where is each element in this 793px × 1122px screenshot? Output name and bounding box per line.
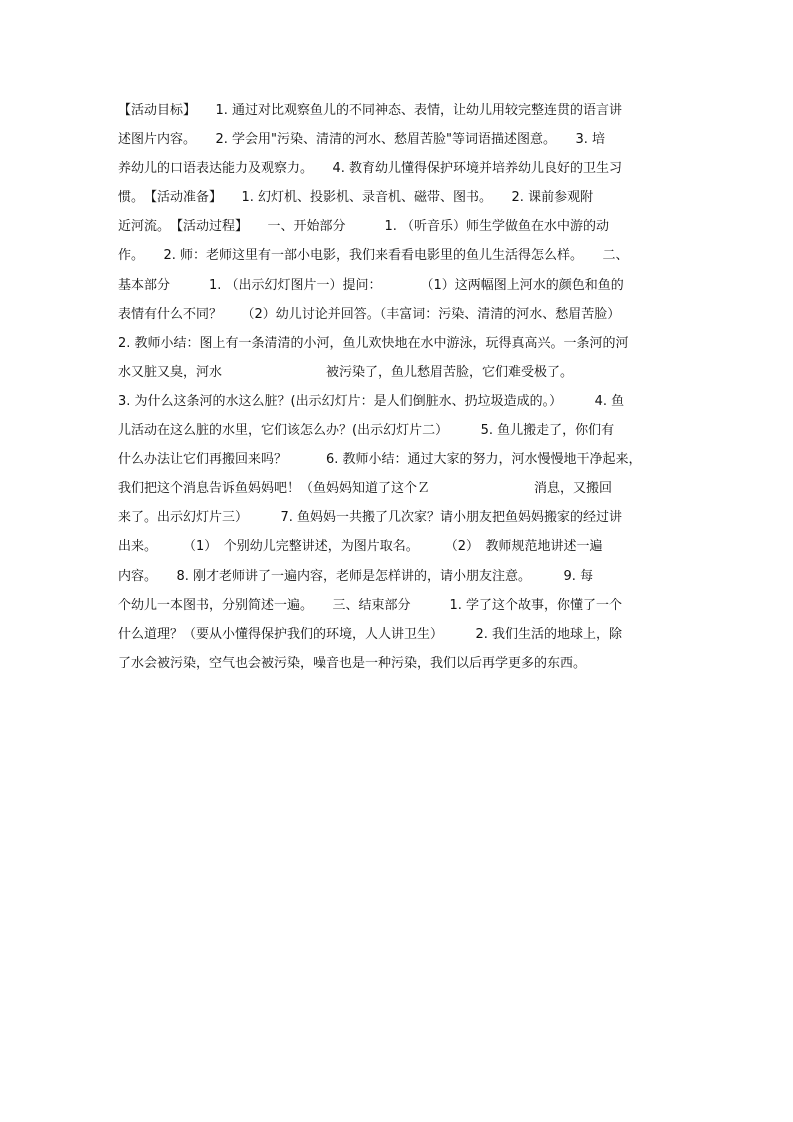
text-line-7: 基本部分 1. （出示幻灯图片一）提问： （1）这两幅图上河水的颜色和鱼的 [118, 277, 624, 293]
text-line-1: 【活动目标】 1. 通过对比观察鱼儿的不同神态、表情，让幼儿用较完整连贯的语言讲 [118, 103, 623, 118]
text-line-4: 惯。 【活动准备】 1. 幻灯机、投影机、录音机、磁带、图书。 2. 课前参观附 [118, 190, 594, 206]
text-line-10: 水又脏又臭，河水 被污染了，鱼儿愁眉苦脸，它们难受极了。 [118, 364, 574, 380]
text-line-6: 作。 2. 师：老师这里有一部小电影，我们来看看电影里的鱼儿生活得怎么样。 二、 [118, 248, 629, 264]
text-line-3: 养幼儿的口语表达能力及观察力。 4. 教育幼儿懂得保护环境并培养幼儿良好的卫生习 [118, 161, 623, 177]
text-line-16: 出来。 （1） 个别幼儿完整讲述，为图片取名。 （2） 教师规范地讲述一遍 [118, 539, 603, 555]
text-line-14: 我们把这个消息告诉鱼妈妈吧！（鱼妈妈知道了这个Ｚ 消息，又搬回 [118, 481, 613, 497]
text-line-19: 什么道理？（要从小懂得保护我们的环境，人人讲卫生） 2. 我们生活的地球上，除 [118, 626, 623, 642]
text-line-5: 近河流。 【活动过程】 一、开始部分 1. （听音乐）师生学做鱼在水中游的动 [118, 219, 610, 235]
text-line-2: 述图片内容。 2. 学会用"污染、清清的河水、愁眉苦脸"等词语描述图意。 3. 培 [118, 132, 606, 148]
text-line-8: 表情有什么不同？ （2）幼儿讨论并回答。（丰富词：污染、清清的河水、愁眉苦脸） [118, 306, 621, 322]
text-line-15: 来了。出示幻灯片三） 7. 鱼妈妈一共搬了几次家？请小朋友把鱼妈妈搬家的经过讲 [118, 510, 623, 526]
text-line-11: 3. 为什么这条河的水这么脏？(出示幻灯片：是人们倒脏水、扔垃圾造成的。） 4. 鱼 [118, 393, 625, 409]
text-line-9: 2. 教师小结：图上有一条清清的小河，鱼儿欢快地在水中游泳，玩得真高兴。一条河的河 [118, 335, 629, 351]
text-line-13: 什么办法让它们再搬回来吗？ 6. 教师小结：通过大家的努力，河水慢慢地干净起来， [118, 452, 642, 468]
text-line-18: 个幼儿一本图书，分别简述一遍。 三、结束部分 1. 学了这个故事，你懂了一个 [118, 597, 623, 613]
text-line-12: 儿活动在这么脏的水里，它们该怎么办？(出示幻灯片二） 5. 鱼儿搬走了，你们有 [118, 423, 615, 439]
text-line-17: 内容。 8. 刚才老师讲了一遍内容，老师是怎样讲的，请小朋友注意。 9. 每 [118, 568, 594, 584]
text-line-20: 了水会被污染，空气也会被污染，噪音也是一种污染，我们以后再学更多的东西。 [118, 655, 587, 671]
lesson-plan-text [118, 96, 678, 678]
